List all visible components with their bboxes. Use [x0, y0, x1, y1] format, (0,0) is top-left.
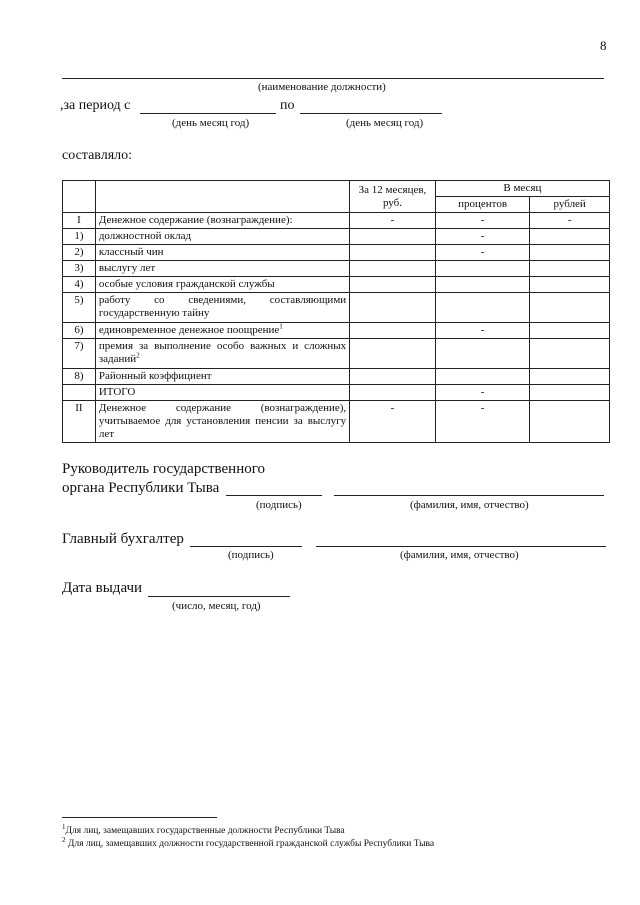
col-percent: процентов — [435, 197, 530, 213]
table-header-row — [63, 181, 610, 197]
table-row: 4) особые условия гражданской службы — [63, 277, 610, 293]
table-row: 2) классный чин - — [63, 245, 610, 261]
head-name-caption: (фамилия, имя, отчество) — [410, 499, 529, 511]
date-to-caption: (день месяц год) — [346, 117, 424, 129]
table-row: II Денежное содержание (вознаграждение), учитываемое для установления пенсии за выслугу лет - - — [63, 401, 610, 443]
date-from-caption: (день месяц год) — [172, 117, 250, 129]
position-caption: (наименование должности) — [258, 81, 386, 93]
acc-name-line — [316, 546, 606, 547]
table-row: 1) должностной оклад - — [63, 229, 610, 245]
head-signature-line — [226, 495, 322, 496]
table-row: 7) премия за выполнение особо важных и сложных заданий$^2$ — [63, 339, 610, 369]
acc-signature-line — [190, 546, 302, 547]
footnote-ref-2: 2 — [136, 351, 140, 360]
footnote-1: $^1$Для лиц, замещавших государственные должности Республики Тыва — [62, 822, 345, 836]
table-row: 6) единовременное денежное поощрение$^1$ - — [63, 323, 610, 339]
table-row: 3) выслугу лет — [63, 261, 610, 277]
period-to: по — [280, 98, 295, 113]
amounted-to-label: составляло: — [62, 148, 133, 163]
salary-table — [62, 180, 610, 443]
col-12-months-unit: руб. — [382, 196, 402, 209]
col-12-months — [350, 181, 436, 213]
page-number: 8 — [600, 38, 607, 53]
acc-name-caption: (фамилия, имя, отчество) — [400, 549, 519, 561]
issue-date-caption: (число, месяц, год) — [172, 600, 261, 612]
table-row-total: ИТОГО - — [63, 385, 610, 401]
head-title-line1: Руководитель государственного — [62, 461, 266, 477]
date-from-line — [140, 113, 276, 114]
position-line — [62, 78, 604, 79]
issue-date-label: Дата выдачи — [62, 580, 143, 596]
head-name-line — [334, 495, 604, 496]
date-to-line — [300, 113, 442, 114]
period-prefix: ,за период с — [60, 98, 131, 113]
col-per-month: В месяц — [435, 181, 609, 197]
head-signature-caption: (подпись) — [256, 499, 302, 511]
acc-signature-caption: (подпись) — [228, 549, 274, 561]
footnote-2: $^2$ Для лиц, замещавших должности государственной гражданской службы Республики Тыва — [62, 835, 435, 849]
table-row: 8) Районный коэффициент — [63, 369, 610, 385]
table-row: I Денежное содержание (вознаграждение): - - - — [63, 213, 610, 229]
col-12-months-label: За 12 месяцев, — [358, 183, 427, 196]
issue-date-line — [148, 596, 290, 597]
accountant-title: Главный бухгалтер — [62, 531, 184, 547]
col-rubles: рублей — [530, 197, 610, 213]
footnote-divider — [62, 817, 217, 818]
head-title-line2: органа Республики Тыва — [62, 480, 220, 496]
footnote-ref-1: 1 — [279, 322, 283, 331]
table-row: 5) работу со сведениями, составляющими государственную тайну — [63, 293, 610, 323]
